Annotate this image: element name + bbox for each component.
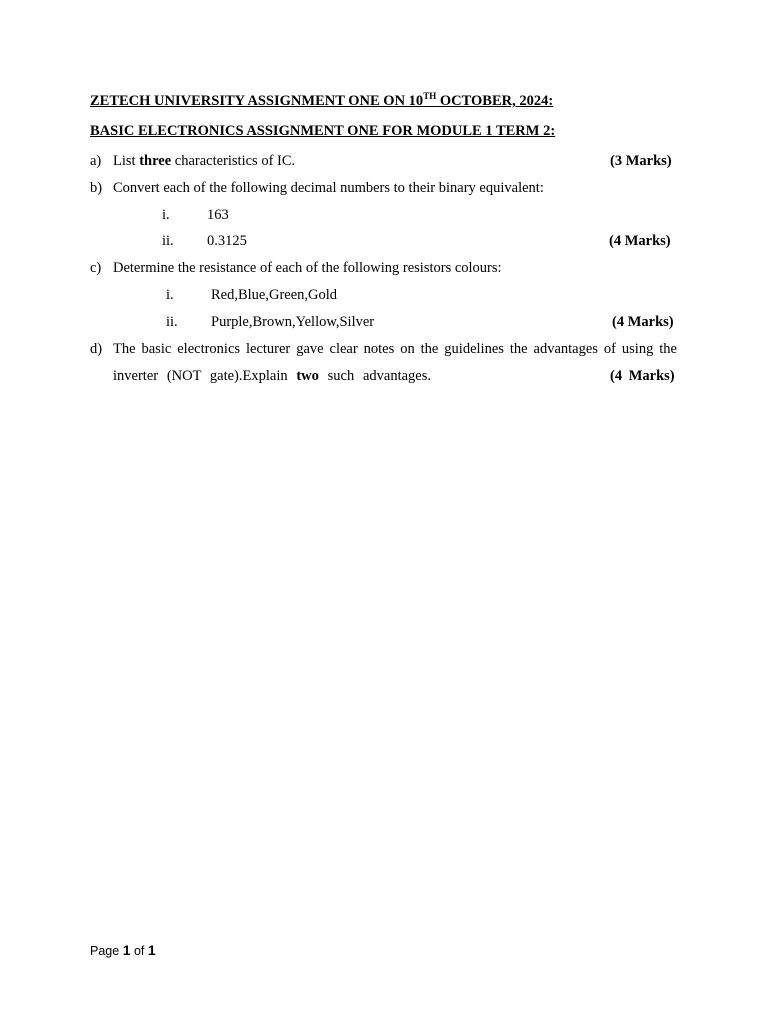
- assignment-title: [90, 93, 553, 110]
- question-b-marks: (4 Marks): [609, 233, 671, 249]
- roman-numeral: ii.: [166, 314, 178, 330]
- title-prefix: ZETECH UNIVERSITY ASSIGNMENT ONE ON 10: [90, 93, 424, 109]
- item-text: Purple,Brown,Yellow,Silver: [211, 314, 375, 330]
- question-b-label: b): [90, 180, 103, 196]
- footer-page-total: 1: [147, 942, 156, 958]
- question-c-text: Determine the resistance of each of the following resistors colours:: [113, 260, 502, 276]
- question-b-text: Convert each of the following decimal numbers to their binary equivalent:: [113, 180, 544, 196]
- footer-page-number: 1: [122, 942, 131, 958]
- question-d-line-2: [113, 368, 431, 385]
- question-d-label: d): [90, 341, 103, 357]
- title-superscript: TH: [423, 91, 437, 101]
- title-suffix: OCTOBER, 2024:: [436, 93, 554, 109]
- question-c-label: c): [90, 260, 102, 276]
- question-a-post: characteristics of IC.: [171, 153, 296, 169]
- question-d-line-1: The basic electronics lecturer gave clear notes on the guidelines the advantages of using the: [113, 341, 677, 357]
- question-a-marks: (3 Marks): [610, 153, 672, 169]
- roman-numeral: i.: [166, 287, 174, 303]
- question-a-bold: three: [139, 153, 172, 169]
- item-text: Red,Blue,Green,Gold: [211, 287, 338, 303]
- question-d-line-2-post: such advantages.: [318, 368, 431, 384]
- question-c-marks: (4 Marks): [612, 314, 674, 330]
- roman-numeral: ii.: [162, 233, 174, 249]
- item-text: 0.3125: [207, 233, 247, 249]
- item-text: 163: [207, 207, 229, 223]
- roman-numeral: i.: [162, 207, 170, 223]
- question-d-marks: (4 Marks): [610, 368, 675, 384]
- question-a-pre: List: [113, 153, 140, 169]
- footer-page-word: Page: [90, 944, 120, 958]
- page-number-footer: [90, 942, 156, 958]
- footer-of-word: of: [133, 944, 145, 958]
- question-d-line-2-bold: two: [296, 368, 319, 384]
- assignment-subtitle: BASIC ELECTRONICS ASSIGNMENT ONE FOR MODULE 1 TERM 2:: [90, 123, 556, 139]
- question-a-label: a): [90, 153, 102, 169]
- question-d-line-2-pre: inverter (NOT gate).Explain: [113, 368, 297, 384]
- question-a-text: [113, 153, 295, 170]
